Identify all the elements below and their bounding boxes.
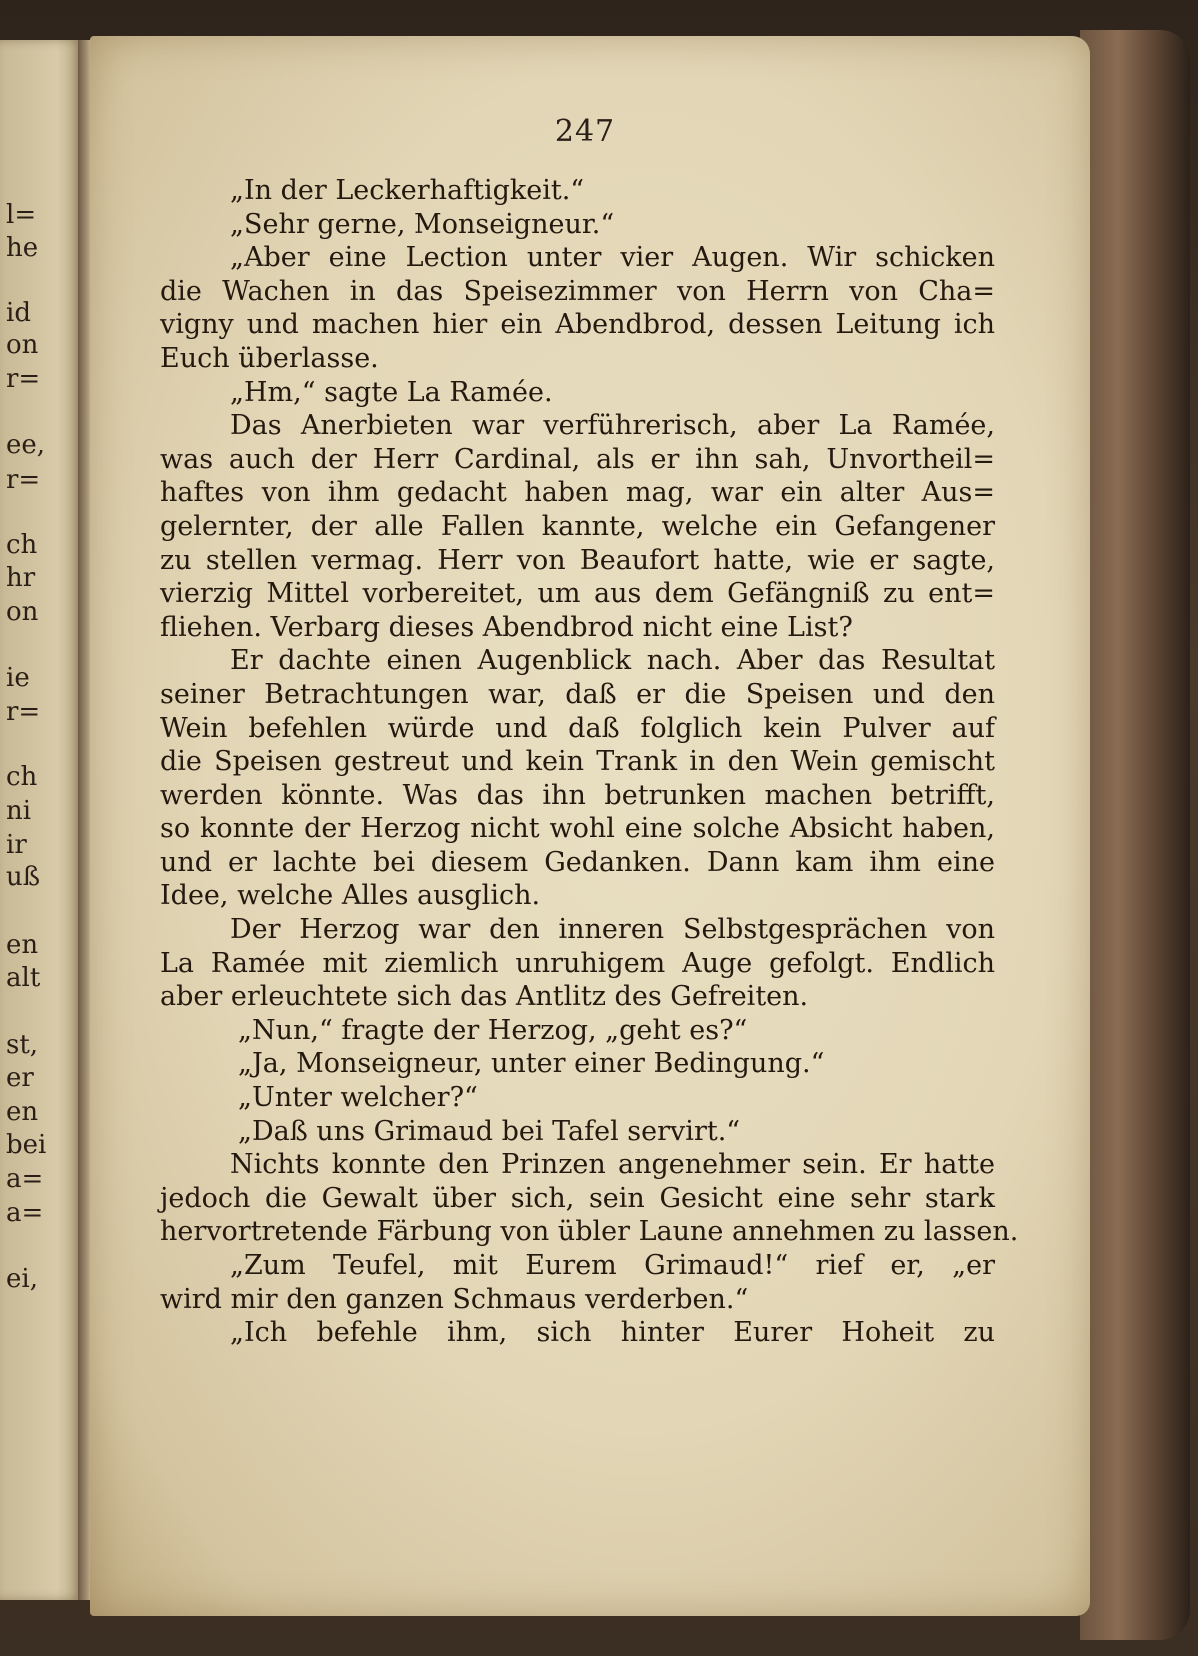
fragment: a= [6,1164,44,1194]
text-line: fliehen. Verbarg dieses Abendbrod nicht eine List? [160,611,853,643]
fragment: a= [6,1198,44,1228]
fragment: r= [6,465,41,495]
previous-page-edge [0,40,82,1600]
text-line: die Speisen gestreut und kein Trank in den Wein gemischt [160,746,995,778]
body-text [160,174,1019,1350]
fragment: ir [6,830,27,860]
fragment: en [6,1097,39,1127]
fragment: en [6,930,39,960]
text-line: aber erleuchtete sich das Antlitz des Gefreiten. [160,981,809,1013]
text-line: Der Herzog war den inneren Selbstgesprächen von [230,914,995,946]
fragment: r= [6,697,41,727]
text-line: „Aber eine Lection unter vier Augen. Wir schicken [230,242,995,274]
text-line: was auch der Herr Cardinal, als er ihn sah, Unvortheil= [160,443,995,475]
book-cover-edge [1080,30,1190,1640]
text-line: Wein befehlen würde und daß folglich kein Pulver auf [160,712,995,744]
text-line: „Nun,“ fragte der Herzog, „geht es?“ [238,1014,748,1046]
fragment: uß [6,862,41,892]
text-line: jedoch die Gewalt über sich, sein Gesicht eine sehr stark [160,1182,995,1214]
fragment: ch [6,762,38,792]
page-number: 247 [554,114,616,149]
fragment: alt [6,963,41,993]
text-line: „Zum Teufel, mit Eurem Grimaud!“ rief er, „er [230,1250,995,1281]
fragment: l= [6,200,37,230]
fragment: hr [6,563,36,593]
text-line: und er lachte bei diesem Gedanken. Dann kam ihm eine [160,846,995,878]
text-line: Euch überlasse. [160,342,379,374]
fragment: r= [6,364,41,394]
previous-page-fragments [0,40,60,1600]
text-line: gelernter, der alle Fallen kannte, welche ein Gefangener [160,510,995,542]
fragment: ch [6,530,38,560]
text-line: wird mir den ganzen Schmaus verderben.“ [160,1283,749,1315]
text-line: vierzig Mittel vorbereitet, um aus dem Gefängniß zu ent= [160,578,995,610]
text-line: werden könnte. Was das ihn betrunken machen betrifft, [160,779,995,811]
text-line: haftes von ihm gedacht haben mag, war ein alter Aus= [160,477,995,509]
fragment: ei, [6,1264,38,1294]
fragment: bei [6,1130,47,1160]
fragment: on [6,330,39,360]
text-line: Er dachte einen Augenblick nach. Aber das Resultat [230,645,995,677]
text-line: „Sehr gerne, Monseigneur.“ [230,208,615,240]
fragment: id [6,298,31,328]
text-line: „Hm,“ sagte La Ramée. [230,376,553,408]
text-line: Das Anerbieten war verführerisch, aber La Ramée, [230,410,995,442]
text-line: zu stellen vermag. Herr von Beaufort hatte, wie er sagte, [160,544,995,576]
text-line: die Wachen in das Speisezimmer von Herrn von Cha= [160,275,995,307]
text-line: so konnte der Herzog nicht wohl eine solche Absicht haben, [160,813,995,845]
text-line: „In der Leckerhaftigkeit.“ [230,175,585,206]
fragment: st, [6,1030,39,1060]
fragment: on [6,597,39,627]
text-line: seiner Betrachtungen war, daß er die Speisen und den [160,678,995,710]
text-line: Idee, welche Alles ausglich. [160,880,541,912]
text-line: „Ich befehle ihm, sich hinter Eurer Hoheit zu [230,1317,995,1349]
text-line: hervortretende Färbung von übler Laune annehmen zu lassen. [160,1216,1019,1248]
fragment: he [6,233,39,263]
fragment: er [6,1063,34,1093]
fragment: ni [6,796,32,826]
book-page [90,36,1090,1616]
text-line: La Ramée mit ziemlich unruhigem Auge gefolgt. Endlich [160,947,995,979]
fragment: ee, [6,430,46,460]
text-line: „Ja, Monseigneur, unter einer Bedingung.“ [238,1048,825,1080]
text-line: „Unter welcher?“ [238,1082,478,1114]
text-line: Nichts konnte den Prinzen angenehmer sein. Er hatte [230,1149,995,1181]
text-line: vigny und machen hier ein Abendbrod, dessen Leitung ich [160,309,995,341]
fragment: ie [6,663,30,693]
text-line: „Daß uns Grimaud bei Tafel servirt.“ [238,1115,741,1147]
